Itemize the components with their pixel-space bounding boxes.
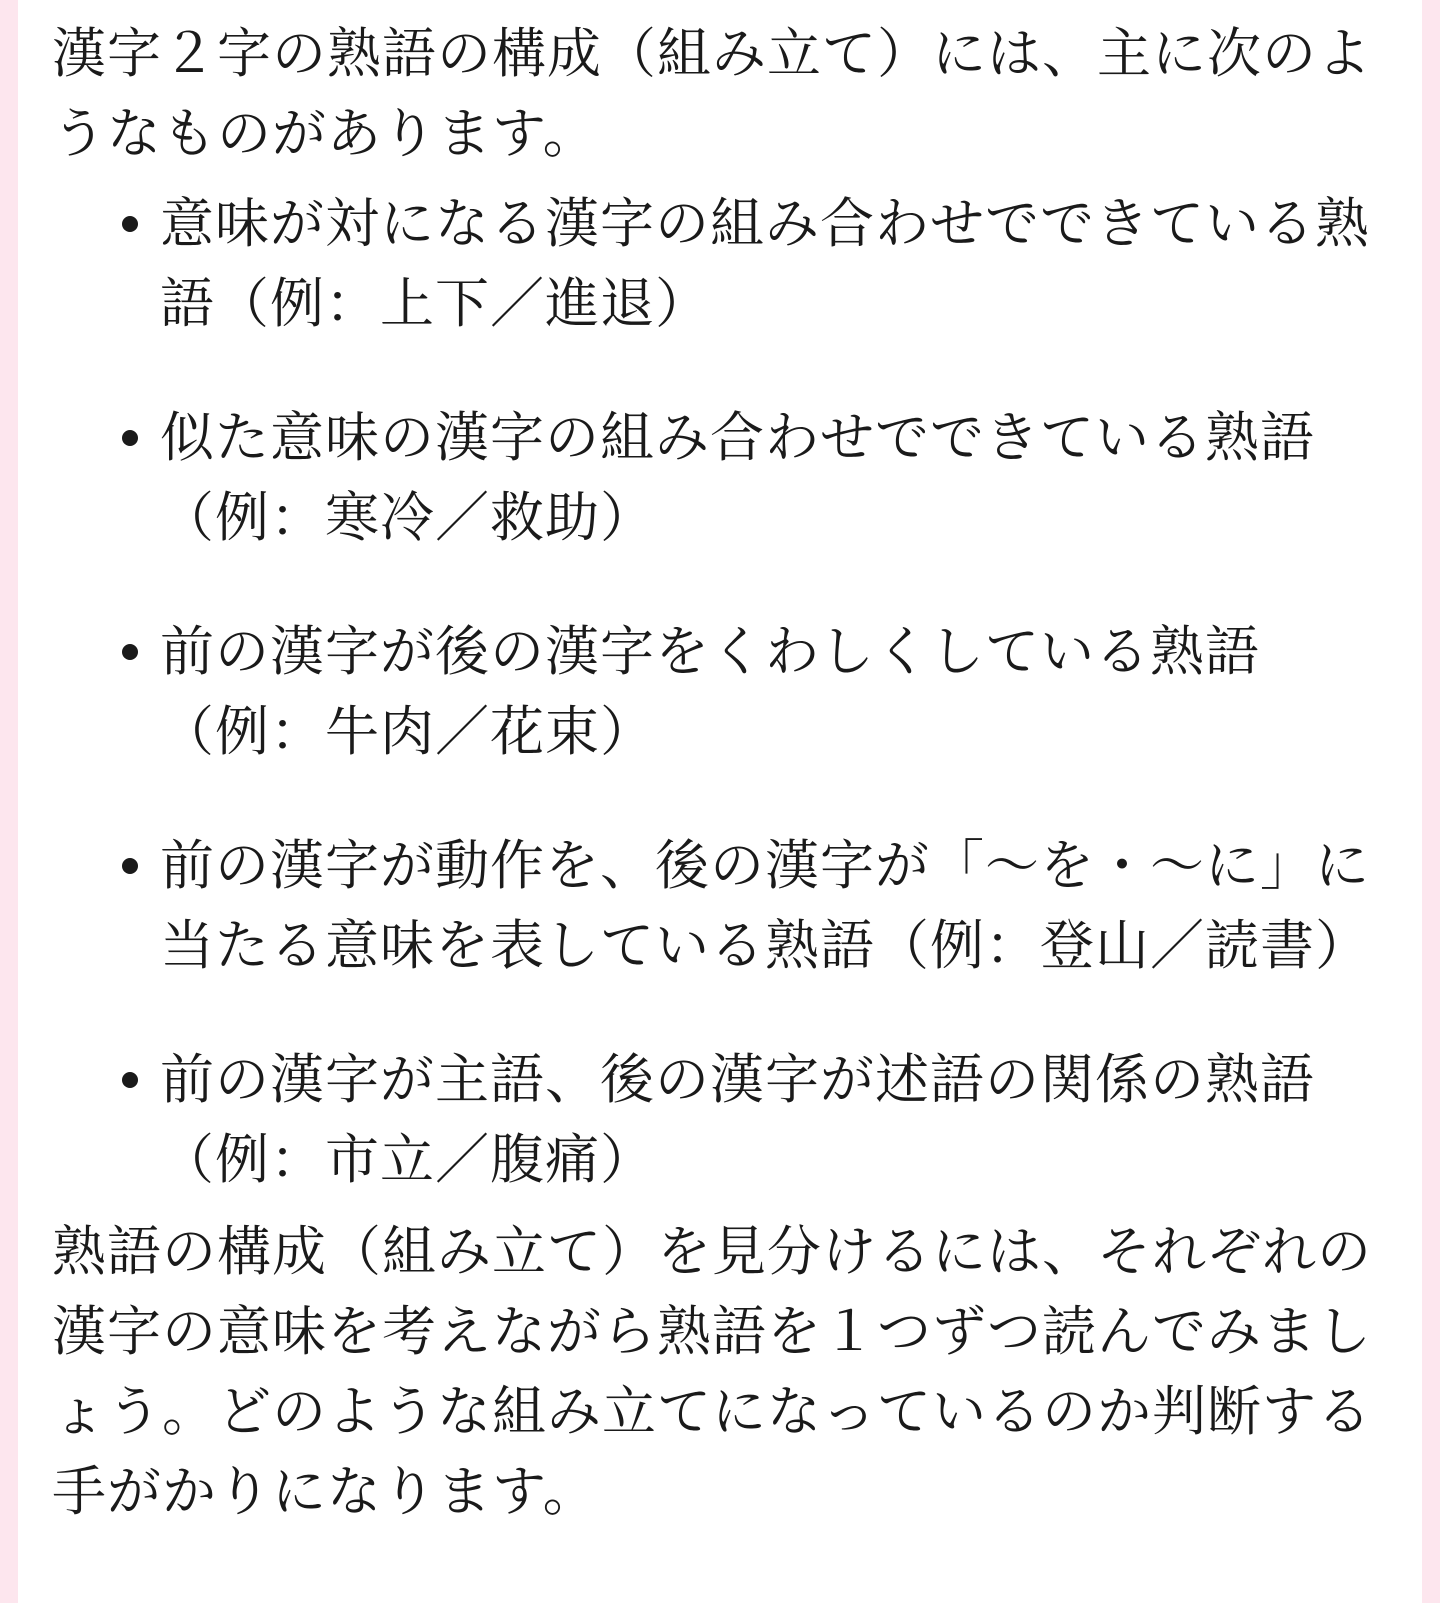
- article-body: [52, 14, 1412, 1532]
- list-item-text: 前の漢字が後の漢字をくわしくしている熟語（例：牛肉／花束）: [160, 620, 1260, 763]
- list-item-text: 似た意味の漢字の組み合わせでできている熟語（例：寒冷／救助）: [160, 406, 1315, 549]
- bullet-icon: [122, 430, 138, 446]
- intro-paragraph: 漢字２字の熟語の構成（組み立て）には、主に次のようなものがあります。: [52, 22, 1372, 165]
- bullet-icon: [122, 644, 138, 660]
- list-item-text: 前の漢字が主語、後の漢字が述語の関係の熟語（例：市立／腹痛）: [160, 1048, 1315, 1191]
- list-item: [52, 184, 1412, 344]
- list-item: [52, 398, 1412, 558]
- bullet-icon: [122, 858, 138, 874]
- list-item: [52, 1040, 1412, 1200]
- bullet-icon: [122, 1072, 138, 1088]
- list-item-text: 前の漢字が動作を、後の漢字が「〜を・〜に」に当たる意味を表している熟語（例：登山／読書）: [160, 834, 1370, 977]
- list-item: [52, 826, 1412, 986]
- outro-paragraph: 熟語の構成（組み立て）を見分けるには、それぞれの漢字の意味を考えながら熟語を１つずつ読んでみましょう。どのような組み立てになっているのか判断する手がかりになります。: [52, 1220, 1372, 1523]
- content-card: [18, 0, 1422, 1603]
- list-item-text: 意味が対になる漢字の組み合わせでできている熟語（例：上下／進退）: [160, 192, 1370, 335]
- bullet-icon: [122, 216, 138, 232]
- list-item: [52, 612, 1412, 772]
- pattern-list: [52, 184, 1412, 1200]
